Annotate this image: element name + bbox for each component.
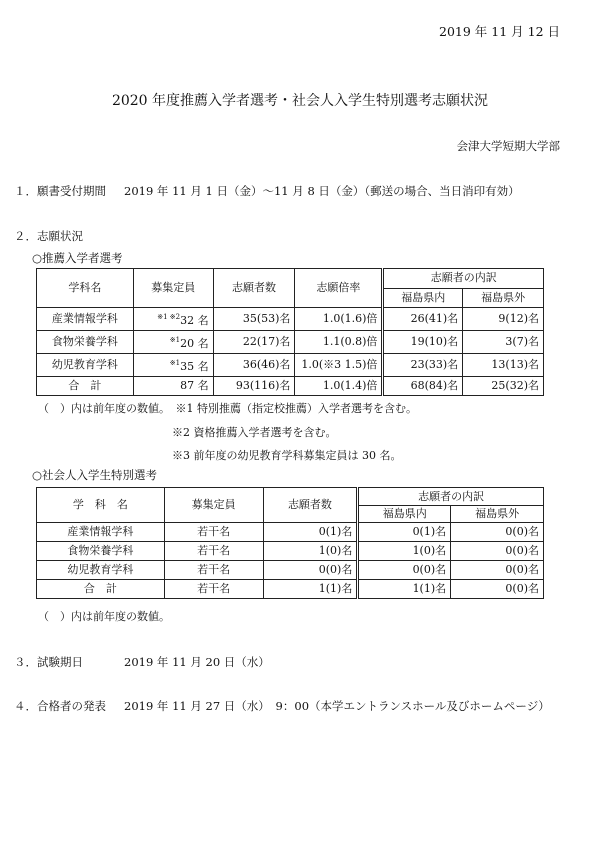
section-2-label: ２．志願状況 [14,229,83,243]
header-dept: 学 科 名 [37,488,165,523]
section-3-value: 2019 年 11 月 20 日（水） [124,655,270,669]
footnote-mark: ※1 ※2 [157,313,181,321]
dept-cell: 産業情報学科 [37,308,134,331]
header-quota: 募集定員 [164,488,263,523]
applicants-cell: 1(0)名 [263,542,358,561]
organization-name: 会津大学短期大学部 [456,139,560,153]
quota-cell: $^{※1}$20 名 [133,331,213,354]
document-date: 2019 年 11 月 12 日 [439,24,560,39]
table-1-caption: ○推薦入学者選考 [32,251,123,265]
section-4-label: ４．合格者の発表 [14,699,106,713]
header-applicants: 志願者数 [263,488,358,523]
out-prefecture-cell: 13(13)名 [463,354,544,377]
table-row [37,523,544,542]
out-prefecture-cell: 25(32)名 [463,377,544,396]
quota-cell: $^{※1}$35 名 [133,354,213,377]
header-in-prefecture: 福島県内 [358,505,451,523]
in-prefecture-cell: 23(33)名 [383,354,463,377]
document-title: 2020 年度推薦入学者選考・社会人入学生特別選考志願状況 [111,93,489,109]
dept-cell: 産業情報学科 [37,523,165,542]
in-prefecture-cell: 0(1)名 [358,523,451,542]
table-row-total [37,580,544,599]
in-prefecture-cell: 1(1)名 [358,580,451,599]
ratio-cell: 1.0(1.4)倍 [295,377,383,396]
working-adult-table [36,487,544,599]
header-dept: 学科名 [37,269,134,308]
applicants-cell: 93(116)名 [213,377,295,396]
applicants-cell: 1(1)名 [263,580,358,599]
quota-cell: 若干名 [164,580,263,599]
dept-cell: 合 計 [37,580,165,599]
table-row [37,331,544,354]
header-ratio: 志願倍率 [295,269,383,308]
header-applicants: 志願者数 [213,269,295,308]
out-prefecture-cell: 0(0)名 [451,523,544,542]
table-row [37,561,544,580]
footnote-mark: ※1 [169,359,181,367]
table-row [37,542,544,561]
dept-cell: 幼児教育学科 [37,561,165,580]
quota-cell: 若干名 [164,542,263,561]
out-prefecture-cell: 9(12)名 [463,308,544,331]
ratio-cell: 1.0(1.6)倍 [295,308,383,331]
table-1-note-1: （ ）内は前年度の数値。 ※1 特別推薦（指定校推薦）入学者選考を含む。 [38,402,417,415]
applicants-cell: 0(1)名 [263,523,358,542]
recommendation-table [36,268,544,396]
applicants-cell: 22(17)名 [213,331,295,354]
out-prefecture-cell: 0(0)名 [451,561,544,580]
section-4-value: 2019 年 11 月 27 日（水） 9：00（本学エントランスホール及びホームページ） [124,699,550,713]
table-2-caption: ○社会人入学生特別選考 [32,468,158,482]
header-breakdown: 志願者の内訳 [383,269,544,289]
in-prefecture-cell: 0(0)名 [358,561,451,580]
quota-cell: 87 名 [133,377,213,396]
dept-cell: 合 計 [37,377,134,396]
section-1-value: 2019 年 11 月 1 日（金）～11 月 8 日（金）（郵送の場合、当日消印有効） [124,184,520,198]
quota-cell: 若干名 [164,523,263,542]
applicants-cell: 0(0)名 [263,561,358,580]
table-row [37,308,544,331]
header-in-prefecture: 福島県内 [383,288,463,308]
table-1-note-3: ※3 前年度の幼児教育学科募集定員は 30 名。 [172,449,402,462]
footnote-mark: ※1 [169,336,181,344]
header-breakdown: 志願者の内訳 [358,488,544,506]
header-quota: 募集定員 [133,269,213,308]
dept-cell: 食物栄養学科 [37,542,165,561]
header-out-prefecture: 福島県外 [451,505,544,523]
out-prefecture-cell: 0(0)名 [451,580,544,599]
in-prefecture-cell: 26(41)名 [383,308,463,331]
header-out-prefecture: 福島県外 [463,288,544,308]
out-prefecture-cell: 0(0)名 [451,542,544,561]
in-prefecture-cell: 68(84)名 [383,377,463,396]
table-2-note: （ ）内は前年度の数値。 [38,610,170,623]
in-prefecture-cell: 19(10)名 [383,331,463,354]
table-1-note-2: ※2 資格推薦入学者選考を含む。 [172,426,337,439]
out-prefecture-cell: 3(7)名 [463,331,544,354]
dept-cell: 幼児教育学科 [37,354,134,377]
ratio-cell: 1.1(0.8)倍 [295,331,383,354]
applicants-cell: 35(53)名 [213,308,295,331]
dept-cell: 食物栄養学科 [37,331,134,354]
quota-cell: $^{※1 ※2}$32 名 [133,308,213,331]
section-1-label: １．願書受付期間 [14,184,106,198]
applicants-cell: 36(46)名 [213,354,295,377]
table-row-total [37,377,544,396]
ratio-cell: 1.0(※3 1.5)倍 [295,354,383,377]
in-prefecture-cell: 1(0)名 [358,542,451,561]
table-row [37,354,544,377]
quota-cell: 若干名 [164,561,263,580]
section-3-label: ３．試験期日 [14,655,83,669]
